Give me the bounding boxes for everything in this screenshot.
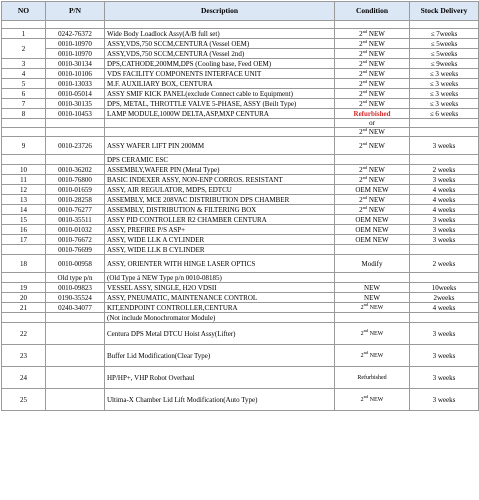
stock-delivery: 4 weeks xyxy=(410,205,479,215)
description: BASIC INDEXER ASSY, NON-ENP CORROS. RESISTANT xyxy=(105,175,335,185)
part-number xyxy=(46,119,105,128)
stock-delivery: 4 weeks xyxy=(410,185,479,195)
condition-ordinal-suffix: nd xyxy=(363,302,369,307)
condition xyxy=(335,21,410,29)
description xyxy=(105,21,335,29)
row-number xyxy=(2,245,46,255)
description: Wide Body Loadlock Assy(A/B full set) xyxy=(105,29,335,39)
condition xyxy=(335,59,410,69)
part-number: 0010-30135 xyxy=(46,99,105,109)
condition xyxy=(335,323,410,345)
stock-delivery: 3 weeks xyxy=(410,235,479,245)
row-number xyxy=(2,155,46,165)
row-number: 3 xyxy=(2,59,46,69)
table-row xyxy=(2,49,479,59)
stock-delivery: 3 weeks xyxy=(410,389,479,411)
stock-delivery: 3 weeks xyxy=(410,323,479,345)
stock-delivery xyxy=(410,119,479,128)
condition-text: 2 xyxy=(359,99,363,108)
condition xyxy=(335,255,410,273)
part-number xyxy=(46,367,105,389)
description: Buffer Lid Modification(Clear Type) xyxy=(105,345,335,367)
row-number: 18 xyxy=(2,255,46,273)
description: Centura DPS Metal DTCU Hoist Assy(Lifter) xyxy=(105,323,335,345)
table-row xyxy=(2,273,479,283)
table-row xyxy=(2,389,479,411)
table-row xyxy=(2,225,479,235)
row-number xyxy=(2,119,46,128)
description: VDS FACILITY COMPONENTS INTERFACE UNIT xyxy=(105,69,335,79)
description: ASSEMBLY, DISTRIBUTION & FILTERING BOX xyxy=(105,205,335,215)
condition-new-text: NEW xyxy=(367,128,385,136)
condition xyxy=(335,79,410,89)
row-number xyxy=(2,273,46,283)
stock-delivery: 2weeks xyxy=(410,293,479,303)
part-number xyxy=(46,21,105,29)
condition-text: 2 xyxy=(359,128,363,136)
table-row xyxy=(2,39,479,49)
table-row xyxy=(2,99,479,109)
part-number xyxy=(46,345,105,367)
condition-ordinal-suffix: nd xyxy=(362,48,368,54)
table-row xyxy=(2,89,479,99)
row-number xyxy=(2,128,46,137)
condition-new-text: NEW xyxy=(368,396,384,403)
condition-text: 2 xyxy=(360,330,364,337)
condition xyxy=(335,389,410,411)
table-row xyxy=(2,215,479,225)
part-number: 0010-01659 xyxy=(46,185,105,195)
stock-delivery: 3 weeks xyxy=(410,175,479,185)
row-number: 1 xyxy=(2,29,46,39)
description xyxy=(105,128,335,137)
row-number: 8 xyxy=(2,109,46,119)
condition xyxy=(335,128,410,137)
row-number: 17 xyxy=(2,235,46,245)
stock-delivery xyxy=(410,245,479,255)
stock-delivery: ≤ 3 weeks xyxy=(410,79,479,89)
description: ASSY PID CONTROLLER R2 CHAMBER CENTURA xyxy=(105,215,335,225)
condition-text: 2 xyxy=(359,39,363,48)
condition-text: 2 xyxy=(359,141,363,150)
table-row xyxy=(2,119,479,128)
row-number: 14 xyxy=(2,205,46,215)
part-number: 0010-09823 xyxy=(46,283,105,293)
part-number: 0010-76277 xyxy=(46,205,105,215)
condition xyxy=(335,39,410,49)
stock-delivery xyxy=(410,128,479,137)
header-pn: P/N xyxy=(46,2,105,21)
condition-text: 2 xyxy=(359,69,363,78)
condition-new-text: NEW xyxy=(367,29,385,38)
condition xyxy=(335,283,410,293)
table-row xyxy=(2,283,479,293)
table-row xyxy=(2,59,479,69)
table-row xyxy=(2,313,479,323)
condition xyxy=(335,345,410,367)
condition-ordinal-suffix: nd xyxy=(362,127,368,132)
stock-delivery: ≤ 9weeks xyxy=(410,59,479,69)
part-number: 0010-23726 xyxy=(46,137,105,155)
row-number: 16 xyxy=(2,225,46,235)
description: ASSY,VDS,750 SCCM,CENTURA (Vessel OEM) xyxy=(105,39,335,49)
condition-new-text: NEW xyxy=(367,39,385,48)
stock-delivery: 3 weeks xyxy=(410,345,479,367)
part-number xyxy=(46,323,105,345)
condition-text: OEM NEW xyxy=(355,215,389,224)
part-number: 0010-76800 xyxy=(46,175,105,185)
row-number: 20 xyxy=(2,293,46,303)
stock-delivery: 3 weeks xyxy=(410,367,479,389)
part-number: 0010-00958 xyxy=(46,255,105,273)
row-number: 22 xyxy=(2,323,46,345)
condition-ordinal-suffix: nd xyxy=(362,204,368,210)
part-number: Old type p/n xyxy=(46,273,105,283)
condition-text: 2 xyxy=(359,59,363,68)
description: DPS,CATHODE,200MM,DPS (Cooling base, Feed OEM) xyxy=(105,59,335,69)
condition xyxy=(335,195,410,205)
part-number xyxy=(46,155,105,165)
description: (Not include Monochromator Module) xyxy=(105,313,335,323)
table-row xyxy=(2,29,479,39)
table-row xyxy=(2,195,479,205)
stock-delivery: 4 weeks xyxy=(410,195,479,205)
header-no: NO xyxy=(2,2,46,21)
row-number: 5 xyxy=(2,79,46,89)
condition-text: 2 xyxy=(359,195,363,204)
condition xyxy=(335,235,410,245)
condition-text: OEM NEW xyxy=(355,235,389,244)
table-row xyxy=(2,293,479,303)
row-number: 4 xyxy=(2,69,46,79)
stock-delivery: 3 weeks xyxy=(410,137,479,155)
description: LAMP MODULE,1000W DELTA,ASP,MXP CENTURA xyxy=(105,109,335,119)
condition-text: 2 xyxy=(359,205,363,214)
stock-delivery: 2 weeks xyxy=(410,255,479,273)
condition-text: Refurbished xyxy=(353,109,391,118)
condition-new-text: NEW xyxy=(368,352,384,359)
condition-text: 2 xyxy=(360,304,364,311)
condition xyxy=(335,215,410,225)
part-number: 0010-30134 xyxy=(46,59,105,69)
condition-new-text: NEW xyxy=(367,79,385,88)
part-number: 0010-76699 xyxy=(46,245,105,255)
row-number: 25 xyxy=(2,389,46,411)
condition-new-text: NEW xyxy=(367,165,385,174)
row-number: 21 xyxy=(2,303,46,313)
condition-ordinal-suffix: nd xyxy=(363,393,369,399)
description: DPS CERAMIC ESC xyxy=(105,155,335,165)
condition-ordinal-suffix: nd xyxy=(362,174,368,180)
condition-text: OEM NEW xyxy=(355,185,389,194)
description: HP/HP+, VHP Robot Overhaul xyxy=(105,367,335,389)
condition-text: 2 xyxy=(359,89,363,98)
description: ASSY, WIDE LLK A CYLINDER xyxy=(105,235,335,245)
condition-text: NEW xyxy=(364,283,380,292)
condition-text: or xyxy=(369,119,375,127)
condition xyxy=(335,175,410,185)
condition-ordinal-suffix: nd xyxy=(362,38,368,44)
condition-ordinal-suffix: nd xyxy=(362,98,368,104)
condition-text: 2 xyxy=(360,396,364,403)
description: M.F. AUXILIARY BOX, CENTURA xyxy=(105,79,335,89)
condition xyxy=(335,99,410,109)
row-number xyxy=(2,313,46,323)
condition-ordinal-suffix: nd xyxy=(362,140,368,146)
condition xyxy=(335,89,410,99)
header-stock-delivery: Stock Delivery xyxy=(410,2,479,21)
table-row xyxy=(2,205,479,215)
description: ASSY WAFER LIFT PIN 200MM xyxy=(105,137,335,155)
header-condition: Condition xyxy=(335,2,410,21)
part-number: 0010-28258 xyxy=(46,195,105,205)
condition xyxy=(335,29,410,39)
condition-new-text: NEW xyxy=(368,330,384,337)
part-number: 0010-10106 xyxy=(46,69,105,79)
condition xyxy=(335,49,410,59)
condition-text: OEM NEW xyxy=(355,225,389,234)
condition-ordinal-suffix: nd xyxy=(362,58,368,64)
condition-text: 2 xyxy=(359,79,363,88)
description: (Old Type á NEW Type p/n 0010-08185) xyxy=(105,273,335,283)
description: ASSEMBLY, MCE 208VAC DISTRIBUTION DPS CHAMBER xyxy=(105,195,335,205)
stock-delivery: ≤ 3 weeks xyxy=(410,89,479,99)
table-row xyxy=(2,323,479,345)
condition-new-text: NEW xyxy=(367,141,385,150)
condition-ordinal-suffix: nd xyxy=(363,327,369,333)
part-number: 0010-36202 xyxy=(46,165,105,175)
condition xyxy=(335,313,410,323)
condition-text: 2 xyxy=(359,29,363,38)
condition-new-text: NEW xyxy=(367,49,385,58)
row-number: 10 xyxy=(2,165,46,175)
condition xyxy=(335,137,410,155)
condition-new-text: NEW xyxy=(368,304,384,311)
stock-delivery xyxy=(410,313,479,323)
condition-text: 2 xyxy=(360,352,364,359)
condition-new-text: NEW xyxy=(367,205,385,214)
condition-ordinal-suffix: nd xyxy=(362,88,368,94)
row-number: 2 xyxy=(2,39,46,59)
part-number xyxy=(46,313,105,323)
stock-delivery xyxy=(410,273,479,283)
condition xyxy=(335,109,410,119)
stock-delivery: ≤ 3 weeks xyxy=(410,99,479,109)
table-row xyxy=(2,79,479,89)
condition xyxy=(335,185,410,195)
condition-new-text: NEW xyxy=(367,99,385,108)
description xyxy=(105,119,335,128)
condition xyxy=(335,119,410,128)
description: ASSY, ORIENTER WITH HINGE LASER OPTICS xyxy=(105,255,335,273)
row-number: 19 xyxy=(2,283,46,293)
description: ASSEMBLY,WAFER PIN (Metal Type) xyxy=(105,165,335,175)
part-number xyxy=(46,128,105,137)
description: KIT,ENDPOINT CONTROLLER,CENTURA xyxy=(105,303,335,313)
condition xyxy=(335,165,410,175)
table-row xyxy=(2,21,479,29)
row-number xyxy=(2,21,46,29)
row-number: 7 xyxy=(2,99,46,109)
row-number: 23 xyxy=(2,345,46,367)
condition-text: NEW xyxy=(364,293,380,302)
table-row xyxy=(2,109,479,119)
description: ASSY, PREFIRE P/S ASP+ xyxy=(105,225,335,235)
condition xyxy=(335,273,410,283)
table-row xyxy=(2,155,479,165)
stock-delivery: 10weeks xyxy=(410,283,479,293)
condition-ordinal-suffix: nd xyxy=(363,349,369,355)
header-description: Description xyxy=(105,2,335,21)
part-number: 0190-35524 xyxy=(46,293,105,303)
stock-delivery: ≤ 7weeks xyxy=(410,29,479,39)
part-number: 0010-01032 xyxy=(46,225,105,235)
row-number: 6 xyxy=(2,89,46,99)
condition-new-text: NEW xyxy=(367,59,385,68)
table-row xyxy=(2,165,479,175)
stock-delivery xyxy=(410,155,479,165)
stock-delivery: ≤ 5weeks xyxy=(410,49,479,59)
stock-table xyxy=(1,1,479,411)
description: ASSY SMIF KICK PANEL(exclude Connect cable to Equipment) xyxy=(105,89,335,99)
row-number: 12 xyxy=(2,185,46,195)
condition-ordinal-suffix: nd xyxy=(362,78,368,84)
condition xyxy=(335,303,410,313)
description: ASSY, AIR REGULATOR, MDPS, EDTCU xyxy=(105,185,335,195)
row-number: 11 xyxy=(2,175,46,185)
table-row xyxy=(2,303,479,313)
description: DPS, METAL, THROTTLE VALVE 5-PHASE, ASSY (Beilt Type) xyxy=(105,99,335,109)
condition xyxy=(335,205,410,215)
row-number: 13 xyxy=(2,195,46,205)
stock-delivery: 4 weeks xyxy=(410,303,479,313)
condition-text: Refurbished xyxy=(357,374,387,381)
part-number: 0242-76372 xyxy=(46,29,105,39)
part-number: 0010-10453 xyxy=(46,109,105,119)
table-row xyxy=(2,137,479,155)
stock-delivery: 3 weeks xyxy=(410,215,479,225)
part-number: 0010-05014 xyxy=(46,89,105,99)
stock-delivery: 2 weeks xyxy=(410,165,479,175)
stock-delivery xyxy=(410,21,479,29)
table-row xyxy=(2,255,479,273)
condition-text: 2 xyxy=(359,49,363,58)
stock-delivery: ≤ 6 weeks xyxy=(410,109,479,119)
stock-delivery: ≤ 5weeks xyxy=(410,39,479,49)
description: ASSY, WIDE LLK B CYLINDER xyxy=(105,245,335,255)
condition xyxy=(335,293,410,303)
part-number: 0240-34077 xyxy=(46,303,105,313)
table-row xyxy=(2,185,479,195)
condition-ordinal-suffix: nd xyxy=(362,28,368,34)
table-row xyxy=(2,128,479,137)
row-number: 15 xyxy=(2,215,46,225)
row-number: 9 xyxy=(2,137,46,155)
condition-new-text: NEW xyxy=(367,89,385,98)
stock-delivery: 3 weeks xyxy=(410,225,479,235)
condition-ordinal-suffix: nd xyxy=(362,164,368,170)
description: ASSY,VDS,750 SCCM,CENTURA (Vessel 2nd) xyxy=(105,49,335,59)
condition-ordinal-suffix: nd xyxy=(362,68,368,74)
part-number xyxy=(46,389,105,411)
condition-text: Modify xyxy=(361,259,383,268)
table-row xyxy=(2,367,479,389)
condition-text: 2 xyxy=(359,175,363,184)
part-number: 0010-35511 xyxy=(46,215,105,225)
table-row xyxy=(2,175,479,185)
condition-new-text: NEW xyxy=(367,175,385,184)
condition xyxy=(335,69,410,79)
description: ASSY, PNEUMATIC, MAINTENANCE CONTROL xyxy=(105,293,335,303)
condition xyxy=(335,245,410,255)
condition-new-text: NEW xyxy=(367,195,385,204)
description: Ultima-X Chamber Lid Lift Modification(Auto Type) xyxy=(105,389,335,411)
condition xyxy=(335,367,410,389)
table-row xyxy=(2,245,479,255)
stock-delivery: ≤ 3 weeks xyxy=(410,69,479,79)
condition-ordinal-suffix: nd xyxy=(362,194,368,200)
table-row xyxy=(2,235,479,245)
condition-new-text: NEW xyxy=(367,69,385,78)
condition xyxy=(335,155,410,165)
table-row xyxy=(2,345,479,367)
table-row xyxy=(2,69,479,79)
part-number: 0010-76672 xyxy=(46,235,105,245)
part-number: 0010-10970 xyxy=(46,49,105,59)
condition xyxy=(335,225,410,235)
table-body xyxy=(2,21,479,411)
part-number: 0010-13033 xyxy=(46,79,105,89)
description: VESSEL ASSY, SINGLE, H2O VDSII xyxy=(105,283,335,293)
condition-text: 2 xyxy=(359,165,363,174)
row-number: 24 xyxy=(2,367,46,389)
part-number: 0010-10970 xyxy=(46,39,105,49)
table-header-row xyxy=(2,2,479,21)
